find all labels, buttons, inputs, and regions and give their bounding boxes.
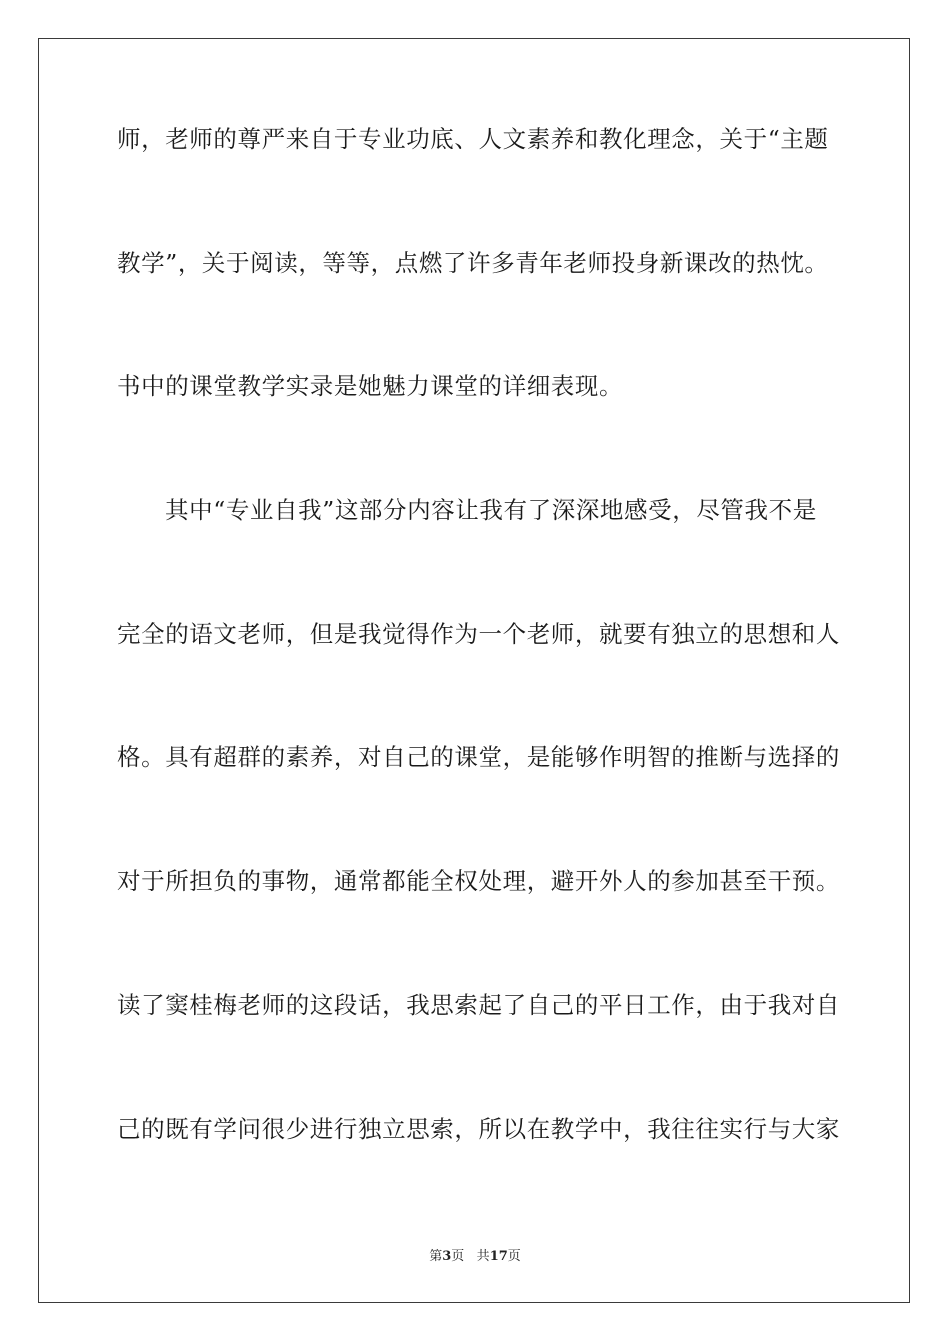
total-prefix: 共 xyxy=(476,1249,490,1264)
page-suffix: 页 xyxy=(451,1249,465,1264)
body-line-4: 其中“专业自我”这部分内容让我有了深深地感受，尽管我不是 xyxy=(165,496,817,525)
body-line-6: 格。具有超群的素养，对自己的课堂，是能够作明智的推断与选择的 xyxy=(117,743,840,772)
body-line-5: 完全的语文老师，但是我觉得作为一个老师，就要有独立的思想和人 xyxy=(117,619,840,648)
body-line-7: 对于所担负的事物，通常都能全权处理，避开外人的参加甚至干预。 xyxy=(117,867,840,896)
document-body xyxy=(117,124,840,1237)
body-line-9: 己的既有学问很少进行独立思索，所以在教学中，我往往实行与大家 xyxy=(117,1114,840,1143)
body-line-1: 师，老师的尊严来自于专业功底、人文素养和教化理念，关于“主题 xyxy=(117,125,829,153)
total-pages: 17 xyxy=(489,1249,508,1264)
total-suffix: 页 xyxy=(507,1249,521,1264)
body-line-3: 书中的课堂教学实录是她魅力课堂的详细表现。 xyxy=(117,372,624,401)
body-line-8: 读了窦桂梅老师的这段话，我思索起了自己的平日工作，由于我对自 xyxy=(117,990,840,1019)
page-footer xyxy=(0,1248,950,1266)
page-number: 3 xyxy=(442,1249,452,1264)
page-prefix: 第 xyxy=(429,1249,443,1264)
body-line-2: 教学”，关于阅读，等等，点燃了许多青年老师投身新课改的热忱。 xyxy=(117,248,829,277)
